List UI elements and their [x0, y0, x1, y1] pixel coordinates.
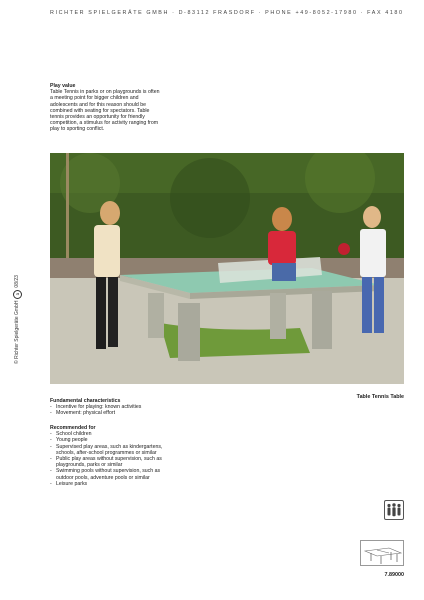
- fundamental-characteristics-title: Fundamental characteristics: [50, 398, 121, 404]
- photo-caption: Table Tennis Table: [356, 394, 404, 400]
- list-item: - Leisure parks: [50, 481, 170, 487]
- copyright-sidebar: [12, 244, 22, 364]
- fundamental-characteristics-section: [50, 398, 170, 417]
- copyright-text: © Richter Spielgeräte GmbH: [14, 300, 20, 364]
- list-item: - Young people: [50, 437, 170, 443]
- play-value-section: [50, 83, 162, 133]
- recommended-for-title: Recommended for: [50, 425, 96, 431]
- company-header: RICHTER SPIELGERÄTE GMBH · D-83112 FRASDORF · PHONE +49-8052-17980 · FAX 4180: [50, 10, 404, 16]
- product-photo: [50, 153, 404, 384]
- list-item: - Incentive for playing: known activities: [50, 404, 170, 410]
- recommended-for-section: [50, 425, 170, 487]
- fundamental-characteristics-list: [50, 404, 170, 416]
- table-tennis-photo: [50, 153, 404, 384]
- list-item: - School children: [50, 431, 170, 437]
- list-item: - Swimming pools without supervision, such as outdoor pools, adventure pools or similar: [50, 468, 170, 480]
- play-value-title: Play value: [50, 83, 76, 89]
- people-group-icon: [384, 500, 404, 520]
- article-number: 7.89000: [384, 572, 404, 578]
- list-item: - Public play areas without supervision, such as playgrounds, parks or similar: [50, 456, 170, 468]
- list-item: - Movement: physical effort: [50, 410, 170, 416]
- recommended-for-list: [50, 431, 170, 487]
- edition-date: 08/23: [14, 275, 20, 288]
- play-value-text: Table Tennis in parks or on playgrounds is often a meeting point for bigger children and adolescents and for this reason should be combined with seating for spectators. Table tennis provides an opportunity for friendly competition, a stimulus for activity ranging from play to sporting conflict.: [50, 89, 160, 133]
- edition-badge: 3: [13, 290, 22, 299]
- table-tennis-table-icon: [360, 540, 404, 566]
- list-item: - Supervised play areas, such as kindergartens, schools, after-school programmes or similar: [50, 444, 170, 456]
